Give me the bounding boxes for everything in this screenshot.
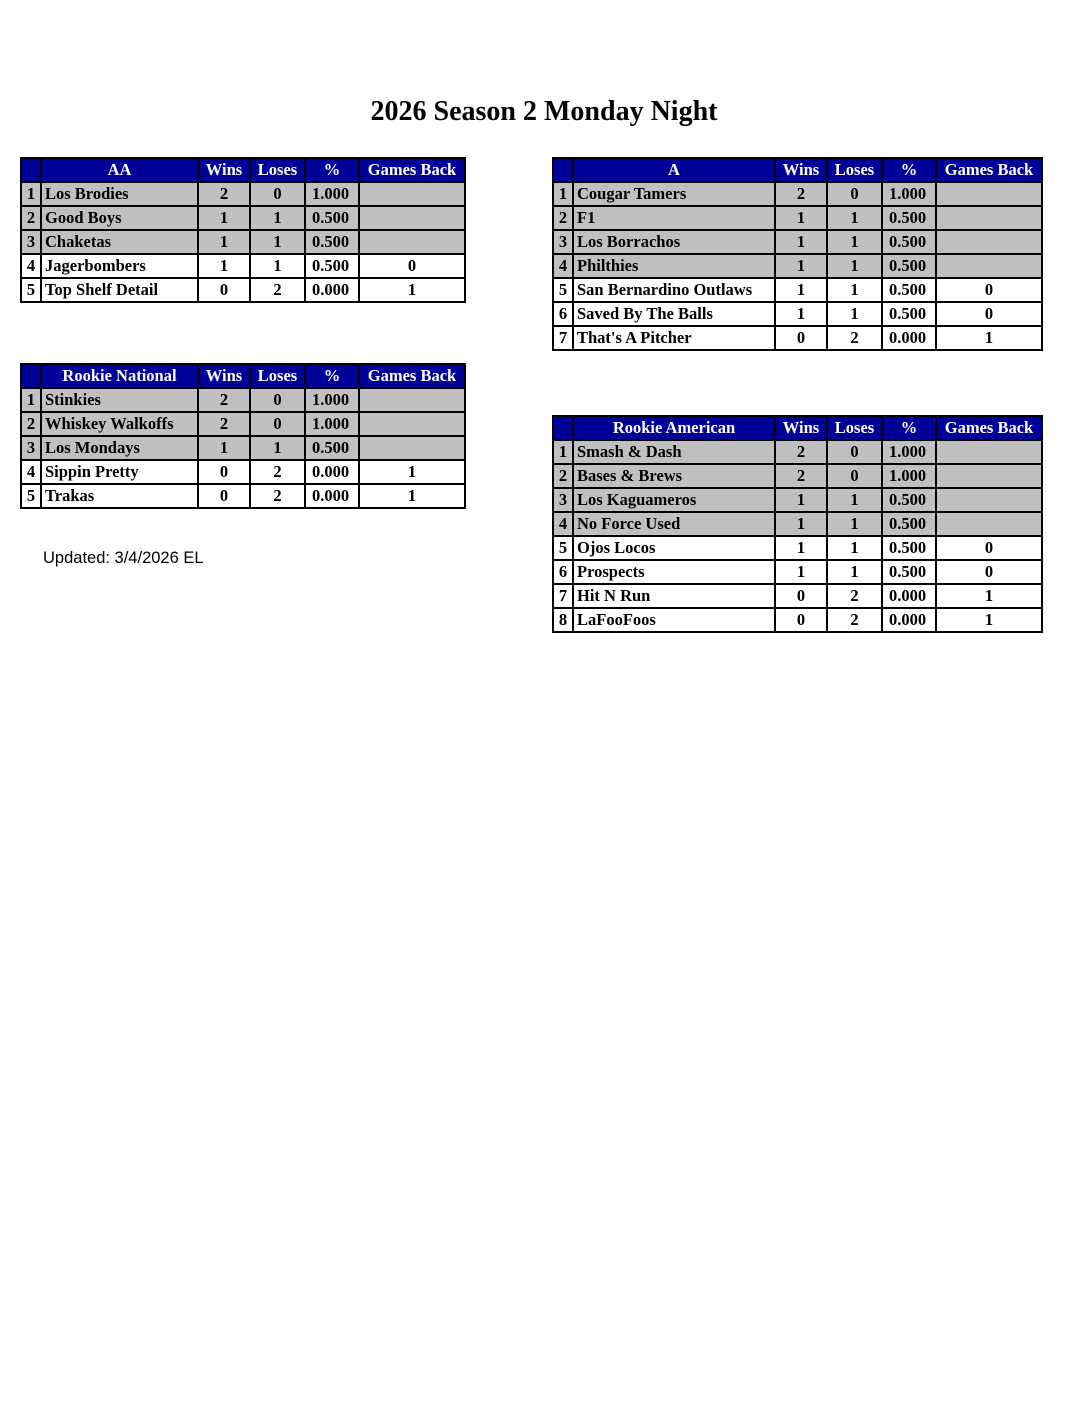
standings-table-rookie-national xyxy=(20,363,466,509)
games-back-cell: 1 xyxy=(359,484,465,508)
table-row xyxy=(21,230,465,254)
wins-cell: 0 xyxy=(198,278,250,302)
loses-header: Loses xyxy=(827,158,882,182)
table-row xyxy=(553,536,1042,560)
wins-cell: 2 xyxy=(775,182,827,206)
pct-cell: 0.000 xyxy=(305,484,359,508)
team-name-cell: Trakas xyxy=(41,484,198,508)
games-back-cell: 1 xyxy=(359,278,465,302)
wins-cell: 0 xyxy=(775,326,827,350)
games-back-cell xyxy=(936,464,1042,488)
rank-cell: 4 xyxy=(21,254,41,278)
games-back-cell xyxy=(936,440,1042,464)
wins-cell: 2 xyxy=(198,388,250,412)
table-row xyxy=(553,464,1042,488)
table-row xyxy=(21,460,465,484)
wins-cell: 1 xyxy=(775,512,827,536)
team-name-cell: Bases & Brews xyxy=(573,464,775,488)
standings-table-a xyxy=(552,157,1043,351)
table-row xyxy=(553,326,1042,350)
table-body xyxy=(21,182,465,302)
table-row xyxy=(21,412,465,436)
pct-cell: 0.500 xyxy=(305,254,359,278)
table-row xyxy=(553,584,1042,608)
loses-cell: 0 xyxy=(827,440,882,464)
table-row xyxy=(21,278,465,302)
team-name-cell: Ojos Locos xyxy=(573,536,775,560)
wins-cell: 1 xyxy=(775,302,827,326)
table-row xyxy=(553,488,1042,512)
pct-cell: 0.500 xyxy=(882,512,936,536)
pct-cell: 0.500 xyxy=(882,302,936,326)
table-row xyxy=(21,182,465,206)
updated-note: Updated: 3/4/2026 EL xyxy=(43,549,204,567)
team-name-cell: No Force Used xyxy=(573,512,775,536)
rank-cell: 1 xyxy=(553,440,573,464)
table-row xyxy=(553,254,1042,278)
pct-cell: 1.000 xyxy=(882,464,936,488)
table-row xyxy=(553,560,1042,584)
wins-cell: 1 xyxy=(775,206,827,230)
team-name-cell: Saved By The Balls xyxy=(573,302,775,326)
table-row xyxy=(553,182,1042,206)
wins-cell: 0 xyxy=(198,484,250,508)
team-name-cell: Los Borrachos xyxy=(573,230,775,254)
standings-table-rookie-american xyxy=(552,415,1043,633)
team-name-cell: Stinkies xyxy=(41,388,198,412)
pct-cell: 1.000 xyxy=(305,388,359,412)
rank-cell: 5 xyxy=(553,278,573,302)
wins-cell: 1 xyxy=(775,488,827,512)
page-title: 2026 Season 2 Monday Night xyxy=(370,96,718,127)
rank-cell: 4 xyxy=(553,512,573,536)
games-back-cell xyxy=(359,182,465,206)
loses-cell: 1 xyxy=(250,206,305,230)
games-back-header: Games Back xyxy=(936,416,1042,440)
loses-cell: 1 xyxy=(827,560,882,584)
pct-cell: 0.000 xyxy=(882,584,936,608)
team-name-cell: Los Brodies xyxy=(41,182,198,206)
division-name: Rookie National xyxy=(41,364,198,388)
table-body xyxy=(553,440,1042,632)
team-name-cell: Smash & Dash xyxy=(573,440,775,464)
loses-cell: 0 xyxy=(250,412,305,436)
team-name-cell: Whiskey Walkoffs xyxy=(41,412,198,436)
games-back-cell: 0 xyxy=(936,302,1042,326)
rank-cell: 5 xyxy=(21,484,41,508)
team-name-cell: That's A Pitcher xyxy=(573,326,775,350)
pct-cell: 0.000 xyxy=(305,460,359,484)
games-back-cell xyxy=(936,254,1042,278)
loses-cell: 1 xyxy=(827,278,882,302)
games-back-cell xyxy=(359,412,465,436)
games-back-header: Games Back xyxy=(359,364,465,388)
loses-cell: 1 xyxy=(827,302,882,326)
rank-header xyxy=(21,364,41,388)
pct-header: % xyxy=(305,158,359,182)
games-back-cell xyxy=(936,182,1042,206)
table-body xyxy=(553,182,1042,350)
wins-cell: 1 xyxy=(775,560,827,584)
wins-cell: 1 xyxy=(198,230,250,254)
table-header-row xyxy=(21,364,465,388)
rank-cell: 6 xyxy=(553,302,573,326)
wins-cell: 1 xyxy=(198,254,250,278)
games-back-cell: 1 xyxy=(936,608,1042,632)
table-row xyxy=(21,436,465,460)
rank-header xyxy=(553,158,573,182)
loses-cell: 2 xyxy=(250,484,305,508)
rank-cell: 7 xyxy=(553,584,573,608)
loses-cell: 1 xyxy=(250,254,305,278)
loses-cell: 2 xyxy=(250,278,305,302)
wins-cell: 2 xyxy=(775,464,827,488)
pct-header: % xyxy=(882,416,936,440)
table-row xyxy=(553,230,1042,254)
rank-cell: 2 xyxy=(553,464,573,488)
loses-cell: 2 xyxy=(827,326,882,350)
team-name-cell: Good Boys xyxy=(41,206,198,230)
pct-cell: 0.500 xyxy=(882,230,936,254)
pct-cell: 1.000 xyxy=(882,440,936,464)
rank-cell: 4 xyxy=(553,254,573,278)
loses-header: Loses xyxy=(250,364,305,388)
games-back-cell: 1 xyxy=(359,460,465,484)
games-back-cell: 1 xyxy=(936,326,1042,350)
games-back-cell xyxy=(936,206,1042,230)
pct-cell: 0.500 xyxy=(305,206,359,230)
loses-cell: 0 xyxy=(250,388,305,412)
division-name: A xyxy=(573,158,775,182)
table-header-row xyxy=(553,416,1042,440)
loses-cell: 2 xyxy=(827,584,882,608)
team-name-cell: Los Mondays xyxy=(41,436,198,460)
games-back-cell: 0 xyxy=(936,560,1042,584)
rank-cell: 2 xyxy=(21,412,41,436)
games-back-cell xyxy=(936,488,1042,512)
pct-cell: 0.500 xyxy=(305,230,359,254)
loses-cell: 2 xyxy=(827,608,882,632)
games-back-cell: 1 xyxy=(936,584,1042,608)
loses-cell: 1 xyxy=(827,206,882,230)
team-name-cell: F1 xyxy=(573,206,775,230)
rank-cell: 6 xyxy=(553,560,573,584)
games-back-cell: 0 xyxy=(936,278,1042,302)
wins-cell: 1 xyxy=(198,436,250,460)
wins-cell: 2 xyxy=(198,182,250,206)
team-name-cell: Los Kaguameros xyxy=(573,488,775,512)
wins-cell: 1 xyxy=(775,254,827,278)
pct-cell: 0.500 xyxy=(882,206,936,230)
pct-cell: 1.000 xyxy=(882,182,936,206)
team-name-cell: Sippin Pretty xyxy=(41,460,198,484)
pct-header: % xyxy=(882,158,936,182)
wins-cell: 1 xyxy=(775,536,827,560)
rank-cell: 7 xyxy=(553,326,573,350)
loses-cell: 1 xyxy=(250,230,305,254)
table-row xyxy=(21,206,465,230)
table-row xyxy=(553,278,1042,302)
games-back-cell xyxy=(936,512,1042,536)
table-row xyxy=(21,254,465,278)
rank-cell: 3 xyxy=(553,488,573,512)
loses-cell: 1 xyxy=(827,488,882,512)
pct-cell: 0.500 xyxy=(882,278,936,302)
team-name-cell: Prospects xyxy=(573,560,775,584)
games-back-header: Games Back xyxy=(359,158,465,182)
rank-cell: 3 xyxy=(553,230,573,254)
table-row xyxy=(553,608,1042,632)
pct-cell: 0.500 xyxy=(882,536,936,560)
table-header-row xyxy=(553,158,1042,182)
pct-cell: 0.500 xyxy=(305,436,359,460)
wins-header: Wins xyxy=(198,158,250,182)
rank-cell: 4 xyxy=(21,460,41,484)
rank-cell: 3 xyxy=(21,230,41,254)
loses-cell: 2 xyxy=(250,460,305,484)
loses-cell: 1 xyxy=(827,254,882,278)
table-row xyxy=(21,484,465,508)
loses-header: Loses xyxy=(827,416,882,440)
loses-cell: 1 xyxy=(827,536,882,560)
loses-cell: 0 xyxy=(250,182,305,206)
division-name: AA xyxy=(41,158,198,182)
rank-header xyxy=(553,416,573,440)
pct-cell: 0.500 xyxy=(882,254,936,278)
pct-header: % xyxy=(305,364,359,388)
wins-cell: 0 xyxy=(775,584,827,608)
rank-cell: 2 xyxy=(21,206,41,230)
wins-cell: 2 xyxy=(198,412,250,436)
pct-cell: 1.000 xyxy=(305,182,359,206)
wins-cell: 2 xyxy=(775,440,827,464)
wins-cell: 1 xyxy=(198,206,250,230)
team-name-cell: Chaketas xyxy=(41,230,198,254)
pct-cell: 0.500 xyxy=(882,560,936,584)
rank-cell: 1 xyxy=(553,182,573,206)
games-back-header: Games Back xyxy=(936,158,1042,182)
loses-cell: 1 xyxy=(250,436,305,460)
team-name-cell: Hit N Run xyxy=(573,584,775,608)
table-row xyxy=(553,302,1042,326)
pct-cell: 0.500 xyxy=(882,488,936,512)
team-name-cell: LaFooFoos xyxy=(573,608,775,632)
table-row xyxy=(21,388,465,412)
standings-table-aa xyxy=(20,157,466,303)
games-back-cell xyxy=(359,388,465,412)
pct-cell: 1.000 xyxy=(305,412,359,436)
games-back-cell xyxy=(359,206,465,230)
loses-header: Loses xyxy=(250,158,305,182)
wins-cell: 0 xyxy=(198,460,250,484)
rank-cell: 2 xyxy=(553,206,573,230)
rank-cell: 1 xyxy=(21,182,41,206)
team-name-cell: Top Shelf Detail xyxy=(41,278,198,302)
games-back-cell: 0 xyxy=(359,254,465,278)
rank-header xyxy=(21,158,41,182)
pct-cell: 0.000 xyxy=(305,278,359,302)
table-row xyxy=(553,440,1042,464)
loses-cell: 1 xyxy=(827,230,882,254)
loses-cell: 0 xyxy=(827,464,882,488)
games-back-cell xyxy=(359,436,465,460)
wins-header: Wins xyxy=(198,364,250,388)
table-body xyxy=(21,388,465,508)
table-header-row xyxy=(21,158,465,182)
team-name-cell: Philthies xyxy=(573,254,775,278)
rank-cell: 8 xyxy=(553,608,573,632)
team-name-cell: Cougar Tamers xyxy=(573,182,775,206)
loses-cell: 0 xyxy=(827,182,882,206)
team-name-cell: Jagerbombers xyxy=(41,254,198,278)
rank-cell: 5 xyxy=(21,278,41,302)
wins-header: Wins xyxy=(775,158,827,182)
table-row xyxy=(553,512,1042,536)
pct-cell: 0.000 xyxy=(882,326,936,350)
division-name: Rookie American xyxy=(573,416,775,440)
loses-cell: 1 xyxy=(827,512,882,536)
rank-cell: 3 xyxy=(21,436,41,460)
pct-cell: 0.000 xyxy=(882,608,936,632)
games-back-cell: 0 xyxy=(936,536,1042,560)
rank-cell: 1 xyxy=(21,388,41,412)
games-back-cell xyxy=(359,230,465,254)
wins-cell: 1 xyxy=(775,278,827,302)
wins-header: Wins xyxy=(775,416,827,440)
table-row xyxy=(553,206,1042,230)
wins-cell: 0 xyxy=(775,608,827,632)
team-name-cell: San Bernardino Outlaws xyxy=(573,278,775,302)
wins-cell: 1 xyxy=(775,230,827,254)
games-back-cell xyxy=(936,230,1042,254)
rank-cell: 5 xyxy=(553,536,573,560)
